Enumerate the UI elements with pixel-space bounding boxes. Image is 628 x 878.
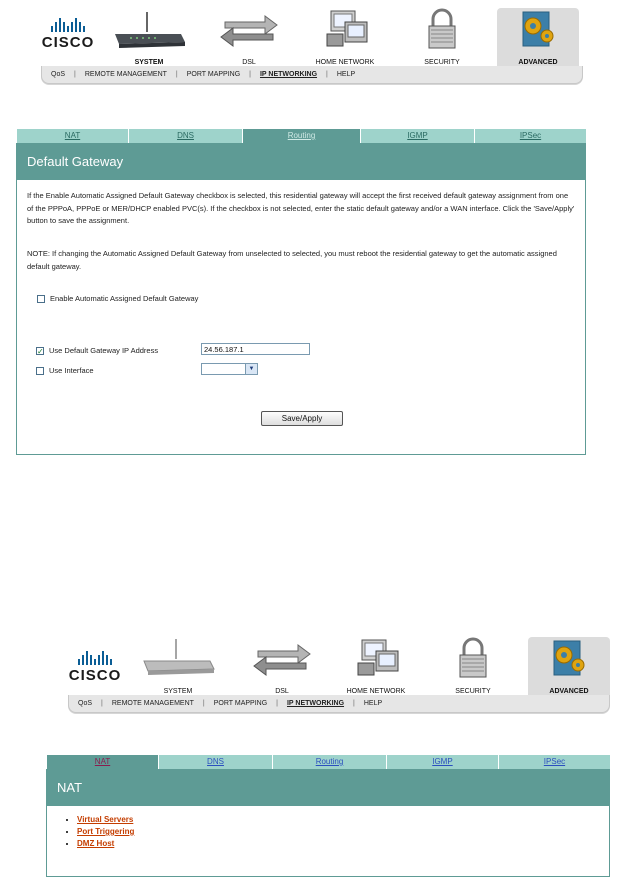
chevron-down-icon: ▼ (245, 364, 257, 374)
nav-home-network-label-2: HOME NETWORK (346, 688, 406, 695)
use-ip-checkbox[interactable]: ✓ (37, 347, 44, 356)
tab-dns-2[interactable]: DNS (158, 755, 272, 769)
default-gateway-panel (16, 143, 586, 455)
padlock-icon (399, 8, 485, 50)
subnav-1: QoS | REMOTE MANAGEMENT | PORT MAPPING | IP NETWORKING | HELP (41, 66, 583, 84)
nav-home-network-2[interactable] (332, 637, 420, 695)
subnav-port-mapping-2[interactable]: PORT MAPPING (213, 700, 268, 707)
router-header-2 (46, 637, 612, 727)
nav-system-label: SYSTEM (134, 59, 164, 66)
use-ip-label: Use Default Gateway IP Address (49, 346, 159, 355)
auto-gateway-label: Enable Automatic Assigned Default Gateway (50, 294, 199, 303)
interface-select-value (202, 370, 204, 379)
tab-dns[interactable]: DNS (128, 129, 242, 143)
nav-advanced-label-2: ADVANCED (549, 688, 589, 695)
nav-home-network-label: HOME NETWORK (315, 59, 375, 66)
save-apply-button[interactable]: Save/Apply (261, 411, 343, 426)
nav-security[interactable] (399, 8, 485, 66)
tab-igmp[interactable]: IGMP (360, 129, 474, 143)
tab-bar-1 (16, 129, 586, 143)
tab-routing-2[interactable]: Routing (272, 755, 386, 769)
cisco-logo-2: CISCO (66, 651, 124, 684)
interface-select[interactable] (201, 363, 258, 375)
gateway-description: If the Enable Automatic Assigned Default Gateway checkbox is selected, this residential gateway will accept the first received default gateway assignment from one of the PPPoA, PPPoE or MER/DHCP enabled PVC(s). If the checkbox is not selected, enter the static default gateway and/or a WAN interface. Click the 'Save/Apply' button to save the assignment. (27, 191, 575, 225)
nav-system-label-2: SYSTEM (163, 688, 193, 695)
padlock-icon (430, 637, 516, 679)
nav-dsl-2[interactable] (244, 637, 320, 695)
nav-system[interactable] (109, 8, 189, 66)
nav-system-2[interactable] (138, 637, 218, 695)
use-interface-label: Use Interface (49, 366, 94, 375)
nat-panel (46, 769, 610, 877)
tab-nat[interactable]: NAT (16, 129, 128, 143)
arrows-icon (244, 637, 320, 679)
subnav-qos-2[interactable]: QoS (78, 700, 93, 707)
tab-ipsec-2[interactable]: IPSec (498, 755, 610, 769)
tab-bar-2 (46, 755, 610, 769)
gears-icon (528, 637, 610, 679)
subnav-2: QoS | REMOTE MANAGEMENT | PORT MAPPING | IP NETWORKING | HELP (68, 695, 610, 713)
subnav-help[interactable]: HELP (336, 71, 356, 78)
nav-dsl-label: DSL (242, 59, 256, 66)
subnav-qos[interactable]: QoS (51, 71, 66, 78)
subnav-help-2[interactable]: HELP (363, 700, 383, 707)
modem-icon (109, 8, 189, 50)
arrows-icon (211, 8, 287, 50)
nav-security-2[interactable] (430, 637, 516, 695)
tab-routing[interactable]: Routing (242, 129, 360, 143)
dmz-host-link[interactable]: DMZ Host (77, 839, 115, 848)
page-title: Default Gateway (17, 144, 585, 180)
list-item (77, 814, 134, 826)
nat-title: NAT (47, 770, 609, 806)
subnav-ip-networking-2[interactable]: IP NETWORKING (286, 700, 345, 707)
nat-links (63, 814, 134, 850)
gears-icon (497, 8, 579, 50)
nav-security-label: SECURITY (424, 59, 460, 66)
computer-icon (332, 637, 420, 679)
list-item (77, 826, 134, 838)
subnav-remote-management-2[interactable]: REMOTE MANAGEMENT (111, 700, 194, 707)
subnav-port-mapping[interactable]: PORT MAPPING (186, 71, 241, 78)
nav-security-label-2: SECURITY (455, 688, 491, 695)
nav-advanced[interactable] (497, 8, 579, 66)
tab-igmp-2[interactable]: IGMP (386, 755, 498, 769)
tab-nat-2[interactable]: NAT (46, 755, 158, 769)
nav-dsl[interactable] (211, 8, 287, 66)
computer-icon (301, 8, 389, 50)
port-triggering-link[interactable]: Port Triggering (77, 827, 135, 836)
gateway-ip-input[interactable]: 24.56.187.1 (201, 343, 310, 355)
nav-advanced-2[interactable] (528, 637, 610, 695)
gateway-note: NOTE: If changing the Automatic Assigned Default Gateway from unselected to selected, you must reboot the residential gateway to get the automatic assigned default gateway. (27, 249, 557, 271)
subnav-ip-networking[interactable]: IP NETWORKING (259, 71, 318, 78)
nav-dsl-label-2: DSL (275, 688, 289, 695)
list-item (77, 838, 134, 850)
virtual-servers-link[interactable]: Virtual Servers (77, 815, 134, 824)
nav-advanced-label: ADVANCED (518, 59, 558, 66)
cisco-logo: CISCO (39, 18, 97, 51)
nav-home-network[interactable] (301, 8, 389, 66)
subnav-remote-management[interactable]: REMOTE MANAGEMENT (84, 71, 167, 78)
modem-icon (138, 637, 218, 679)
tab-ipsec[interactable]: IPSec (474, 129, 586, 143)
router-header-1 (33, 8, 583, 98)
use-interface-checkbox[interactable] (36, 367, 44, 375)
auto-gateway-checkbox[interactable] (37, 295, 45, 303)
